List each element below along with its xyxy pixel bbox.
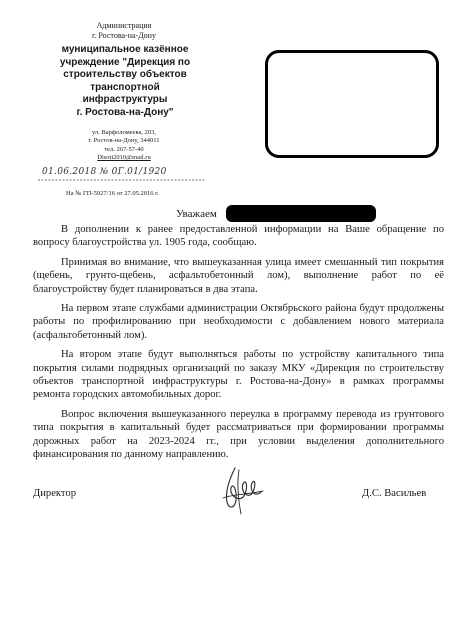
letter-body	[33, 223, 444, 462]
address-line: тел. 267-57-40	[104, 145, 144, 153]
handwritten-signature	[205, 458, 275, 518]
handwritten-text: 01.06.2018 № 0Г.01/1920	[42, 167, 167, 177]
body-paragraph: В дополнении к ранее предоставленной информации на Ваше обращение по вопросу благоустройства ул. 1905 года, сообщаю.	[33, 224, 444, 249]
address-line: г. Ростов-на-Дону, 344011	[88, 137, 160, 145]
header-organization	[40, 44, 210, 119]
date-underline	[38, 178, 206, 184]
address-line: ул. Варфоломеева, 203,	[91, 129, 157, 136]
org-line: транспортной	[90, 81, 160, 93]
org-line: муниципальное казённое	[61, 44, 189, 55]
redacted-recipient-block	[265, 50, 439, 158]
email-link[interactable]: Disoti2010@mail.ru	[97, 154, 151, 162]
org-line: строительству объектов	[63, 69, 187, 80]
signatory-name: Д.С. Васильев	[362, 488, 427, 499]
reference-number: На № ГП-5927/16 от 27.05.2016 г.	[66, 190, 159, 197]
redacted-recipient-name	[226, 205, 376, 222]
admin-line-1: Администрация	[96, 21, 152, 30]
org-line: инфраструктуры	[82, 94, 168, 105]
handwritten-date-number	[42, 167, 202, 177]
admin-line-2: г. Ростова-на-Дону	[92, 31, 156, 40]
header-address	[60, 129, 188, 163]
org-line: учреждение "Дирекция по	[59, 56, 191, 68]
body-paragraph: На втором этапе будут выполняться работы по устройству капитального типа покрытия силами подрядных организаций по заказу МКУ «Дирекция по строительству объектов транспортной инфраструктуры г. Ростова-на-Дону» в рамках программы ремонта городских автомобильных дорог.	[33, 349, 444, 401]
body-paragraph: Принимая во внимание, что вышеуказанная улица имеет смешанный тип покрытия (щебень, грунто-щебень, асфальтобетонный лом), выполнение работ по её благоустройству будет планироваться в два этапа.	[33, 256, 444, 295]
org-line: г. Ростова-на-Дону"	[76, 106, 174, 118]
header-admin	[60, 21, 188, 41]
body-paragraph: Вопрос включения вышеуказанного переулка в программу перевода из грунтового типа покрытия в капитальный будет рассматриваться при формировании программы дорожных работ на 2023-2024 гг., при условии выделения дополнительного финансирования по данному направлению.	[33, 408, 444, 461]
signatory-title: Директор	[33, 488, 76, 499]
body-paragraph: На первом этапе службами администрации Октябрьского района будут продолжены работы по профилированию при необходимости с добавлением нового материала (асфальтобетонный лом).	[33, 303, 444, 341]
salutation: Уважаем	[176, 208, 217, 220]
